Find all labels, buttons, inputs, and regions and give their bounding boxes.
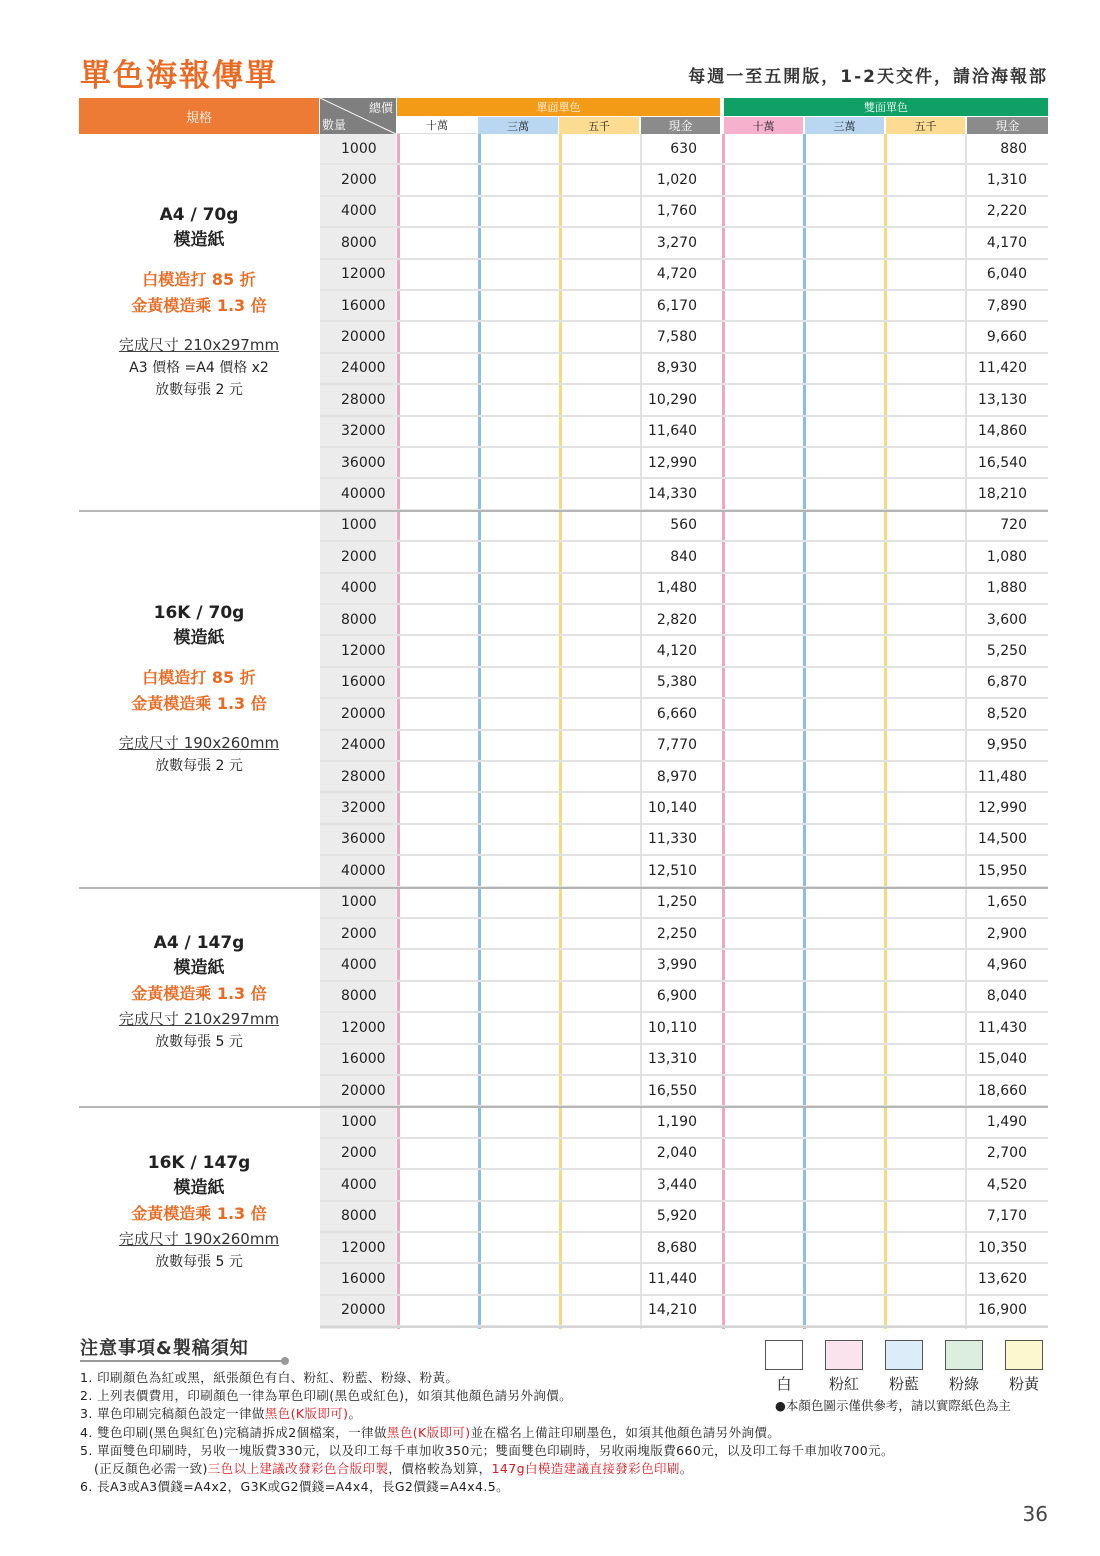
quantity-cell: 40000 (341, 862, 386, 879)
table-row (320, 1264, 1048, 1295)
spec-line-note: 放數每張 2 元 (155, 382, 243, 398)
double-sided-cash-price: 7,170 (986, 1208, 1027, 1225)
spec-line-title: 模造紙 (173, 230, 225, 250)
single-sided-cash-price: 6,170 (656, 297, 697, 314)
double-sided-cash-price: 4,170 (986, 234, 1027, 251)
quantity-cell: 2000 (341, 925, 377, 942)
table-row (320, 1202, 1048, 1233)
paper-swatch (885, 1340, 923, 1370)
spec-description (79, 1151, 319, 1273)
table-row (320, 134, 1048, 165)
double-sided-cash-price: 11,430 (978, 1019, 1027, 1036)
paper-swatch-label: 粉紅 (828, 1375, 859, 1393)
double-sided-cash-price: 9,950 (986, 737, 1027, 754)
single-sided-cash-price: 11,640 (648, 423, 697, 440)
single-sided-cash-price: 3,990 (656, 957, 697, 974)
notes-title: 注意事項&製稿須知 (80, 1338, 249, 1359)
spec-line-orange: 金黃模造乘 1.3 倍 (131, 1204, 267, 1223)
note-highlight: 三色以上建議改發彩色合版印製 (207, 1461, 389, 1477)
quantity-cell: 12000 (341, 1019, 386, 1036)
page-number: 36 (1022, 1502, 1048, 1526)
quantity-cell: 40000 (341, 486, 386, 503)
single-sided-cash-price: 1,480 (656, 580, 697, 597)
double-sided-cash-price: 11,480 (978, 768, 1027, 785)
quantity-cell: 16000 (341, 674, 386, 691)
corner-qty-label: 數量 (322, 118, 347, 132)
single-sided-cash-price: 7,770 (656, 737, 697, 754)
note-text: 。 (679, 1461, 693, 1477)
double-sided-cash-price: 13,620 (978, 1271, 1027, 1288)
table-row (320, 1076, 1048, 1107)
double-sided-cash-price: 12,990 (978, 800, 1027, 817)
quantity-cell: 8000 (341, 1208, 377, 1225)
note-item (80, 1424, 1040, 1442)
single-sided-cash-price: 10,290 (648, 391, 697, 408)
sub-header-double-0: 十萬 (724, 117, 803, 134)
table-bottom-line (320, 1326, 1048, 1328)
spec-line-orange: 金黃模造乘 1.3 倍 (131, 694, 267, 713)
paper-swatch (825, 1340, 863, 1370)
note-text: 並在檔名上備註印刷墨色，如須其他顏色請另外詢價。 (470, 1424, 781, 1440)
double-sided-cash-price: 18,660 (978, 1082, 1027, 1099)
spacer (79, 717, 319, 731)
quantity-cell: 12000 (341, 643, 386, 660)
double-sided-cash-price: 1,880 (986, 580, 1027, 597)
spacer (79, 651, 319, 665)
spec-line-note: A3 價格 =A4 價格 x2 (129, 360, 269, 376)
single-sided-cash-price: 630 (670, 140, 697, 157)
quantity-cell: 8000 (341, 234, 377, 251)
single-sided-cash-price: 5,380 (656, 674, 697, 691)
spec-line-size: 完成尺寸 190x260mm (118, 734, 280, 752)
table-row (320, 322, 1048, 353)
single-sided-cash-price: 8,930 (656, 360, 697, 377)
page-subtitle: 每週一至五開版，1-2天交件，請洽海報部 (688, 67, 1048, 87)
sub-header-double-2: 五千 (886, 117, 965, 134)
note-text: 6. 長A3或A3價錢=A4x2，G3K或G2價錢=A4x4，長G2價錢=A4x4.5。 (80, 1479, 510, 1495)
quantity-cell: 16000 (341, 1271, 386, 1288)
spec-description (79, 601, 319, 777)
single-sided-cash-price: 2,250 (656, 925, 697, 942)
double-sided-cash-price: 6,040 (986, 266, 1027, 283)
double-sided-cash-price: 16,900 (978, 1302, 1027, 1319)
note-text: 4. 雙色印刷(黑色與紅色)完稿請拆成2個檔案，一律做 (80, 1424, 387, 1440)
table-row (320, 291, 1048, 322)
group-header-double-sided: 雙面單色 (724, 98, 1048, 116)
spec-line-title: A4 / 147g (153, 933, 245, 953)
single-sided-cash-price: 12,990 (648, 454, 697, 471)
paper-swatch (765, 1340, 803, 1370)
single-sided-cash-price: 1,250 (656, 894, 697, 911)
quantity-cell: 20000 (341, 1082, 386, 1099)
single-sided-cash-price: 14,330 (648, 486, 697, 503)
note-highlight: 黑色(K版即可) (386, 1424, 471, 1440)
table-row (320, 542, 1048, 573)
table-row (320, 919, 1048, 950)
single-sided-cash-price: 11,440 (648, 1271, 697, 1288)
double-sided-cash-price: 880 (1000, 140, 1027, 157)
table-row (320, 511, 1048, 542)
notes-title-dot (281, 1357, 289, 1365)
table-row (320, 825, 1048, 856)
paper-color-caption: ●本顏色圖示僅供參考，請以實際紙色為主 (775, 1398, 1011, 1413)
quantity-cell: 4000 (341, 203, 377, 220)
spec-line-orange: 白模造打 85 折 (142, 668, 256, 687)
single-sided-cash-price: 2,820 (656, 611, 697, 628)
note-text: 2. 上列表價費用，印刷顏色一律為單色印刷(黑色或紅色)，如須其他顏色請另外詢價。 (80, 1388, 573, 1404)
spec-line-note: 放數每張 5 元 (155, 1034, 243, 1050)
table-row (320, 1013, 1048, 1044)
single-sided-cash-price: 1,020 (656, 172, 697, 189)
double-sided-cash-price: 8,520 (986, 705, 1027, 722)
table-row (320, 1045, 1048, 1076)
sub-header-double-1: 三萬 (805, 117, 884, 134)
single-sided-cash-price: 2,040 (656, 1145, 697, 1162)
table-row (320, 668, 1048, 699)
quantity-cell: 24000 (341, 360, 386, 377)
spec-line-title: 16K / 147g (147, 1153, 251, 1173)
note-text: 1. 印刷顏色為紅或黑，紙張顏色有白、粉紅、粉藍、粉綠、粉黃。 (80, 1370, 459, 1385)
group-header-single-sided: 單面單色 (397, 98, 720, 116)
spec-line-title: 16K / 70g (153, 603, 245, 623)
quantity-cell: 12000 (341, 1239, 386, 1256)
double-sided-cash-price: 1,310 (986, 172, 1027, 189)
double-sided-cash-price: 8,040 (986, 988, 1027, 1005)
double-sided-cash-price: 7,890 (986, 297, 1027, 314)
spec-line-size: 完成尺寸 210x297mm (118, 336, 280, 354)
corner-total-label: 總價 (368, 101, 393, 115)
double-sided-cash-price: 3,600 (986, 611, 1027, 628)
table-row (320, 1170, 1048, 1201)
double-sided-cash-price: 11,420 (978, 360, 1027, 377)
quantity-cell: 1000 (341, 517, 377, 534)
note-item (80, 1478, 1040, 1496)
quantity-cell: 1000 (341, 894, 377, 911)
table-row (320, 888, 1048, 919)
quantity-cell: 16000 (341, 1051, 386, 1068)
double-sided-cash-price: 10,350 (978, 1239, 1027, 1256)
quantity-cell: 2000 (341, 172, 377, 189)
double-sided-cash-price: 1,490 (986, 1114, 1027, 1131)
single-sided-cash-price: 6,900 (656, 988, 697, 1005)
paper-swatch-label: 粉黃 (1008, 1375, 1039, 1393)
table-row (320, 448, 1048, 479)
spec-line-size: 完成尺寸 210x297mm (118, 1010, 280, 1028)
quantity-cell: 20000 (341, 705, 386, 722)
table-row (320, 793, 1048, 824)
single-sided-cash-price: 16,550 (648, 1082, 697, 1099)
table-row (320, 354, 1048, 385)
table-row (320, 197, 1048, 228)
double-sided-cash-price: 1,650 (986, 894, 1027, 911)
double-sided-cash-price: 15,040 (978, 1051, 1027, 1068)
quantity-cell: 24000 (341, 737, 386, 754)
table-row (320, 1107, 1048, 1138)
spec-description (79, 931, 319, 1053)
sub-header-single-2: 五千 (559, 117, 639, 134)
paper-swatch-label: 粉綠 (948, 1375, 979, 1393)
table-row (320, 699, 1048, 730)
note-text: (正反顏色必需一致) (94, 1461, 208, 1477)
single-sided-cash-price: 1,190 (656, 1114, 697, 1131)
spec-line-title: 模造紙 (173, 628, 225, 648)
spacer (79, 253, 319, 267)
spacer (79, 319, 319, 333)
table-row (320, 228, 1048, 259)
sub-header-double-3: 現金 (967, 117, 1048, 134)
quantity-cell: 36000 (341, 454, 386, 471)
double-sided-cash-price: 14,860 (978, 423, 1027, 440)
spec-column-header: 規格 (79, 98, 319, 134)
spec-line-title: 模造紙 (173, 958, 225, 978)
spec-line-orange: 白模造打 85 折 (142, 270, 256, 289)
sub-header-single-0: 十萬 (397, 117, 477, 134)
single-sided-cash-price: 3,270 (656, 234, 697, 251)
single-sided-cash-price: 12,510 (648, 862, 697, 879)
table-row (320, 1296, 1048, 1327)
double-sided-cash-price: 14,500 (978, 831, 1027, 848)
note-highlight: 黑色(K版即可) (264, 1406, 349, 1422)
single-sided-cash-price: 14,210 (648, 1302, 697, 1319)
single-sided-cash-price: 4,720 (656, 266, 697, 283)
quantity-cell: 1000 (341, 140, 377, 157)
quantity-cell: 20000 (341, 329, 386, 346)
table-row (320, 479, 1048, 510)
spec-line-orange: 金黃模造乘 1.3 倍 (131, 296, 267, 315)
double-sided-cash-price: 4,520 (986, 1176, 1027, 1193)
quantity-cell: 8000 (341, 988, 377, 1005)
paper-swatch (945, 1340, 983, 1370)
double-sided-cash-price: 2,700 (986, 1145, 1027, 1162)
note-text: ，價格較為划算， (388, 1461, 492, 1477)
table-row (320, 260, 1048, 291)
sub-header-single-1: 三萬 (478, 117, 558, 134)
table-row (320, 385, 1048, 416)
spec-line-note: 放數每張 2 元 (155, 758, 243, 774)
double-sided-cash-price: 2,900 (986, 925, 1027, 942)
quantity-cell: 28000 (341, 391, 386, 408)
table-row (320, 1139, 1048, 1170)
table-row (320, 731, 1048, 762)
note-item (80, 1460, 1040, 1478)
single-sided-cash-price: 3,440 (656, 1176, 697, 1193)
spec-description (79, 203, 319, 401)
single-sided-cash-price: 840 (670, 548, 697, 565)
single-sided-cash-price: 10,110 (648, 1019, 697, 1036)
quantity-cell: 32000 (341, 800, 386, 817)
corner-header (320, 98, 396, 134)
single-sided-cash-price: 7,580 (656, 329, 697, 346)
quantity-cell: 2000 (341, 1145, 377, 1162)
table-row (320, 950, 1048, 981)
double-sided-cash-price: 9,660 (986, 329, 1027, 346)
double-sided-cash-price: 5,250 (986, 643, 1027, 660)
table-row (320, 1233, 1048, 1264)
single-sided-cash-price: 8,680 (656, 1239, 697, 1256)
quantity-cell: 36000 (341, 831, 386, 848)
quantity-cell: 1000 (341, 1114, 377, 1131)
single-sided-cash-price: 13,310 (648, 1051, 697, 1068)
table-row (320, 856, 1048, 887)
double-sided-cash-price: 6,870 (986, 674, 1027, 691)
quantity-cell: 20000 (341, 1302, 386, 1319)
table-row (320, 762, 1048, 793)
note-item (80, 1442, 1040, 1460)
spec-line-title: 模造紙 (173, 1178, 225, 1198)
quantity-cell: 4000 (341, 1176, 377, 1193)
quantity-cell: 28000 (341, 768, 386, 785)
table-row (320, 165, 1048, 196)
spec-line-title: A4 / 70g (159, 205, 239, 225)
double-sided-cash-price: 720 (1000, 517, 1027, 534)
table-row (320, 636, 1048, 667)
quantity-cell: 2000 (341, 548, 377, 565)
quantity-cell: 32000 (341, 423, 386, 440)
note-text: 。 (348, 1406, 362, 1422)
quantity-cell: 4000 (341, 580, 377, 597)
double-sided-cash-price: 13,130 (978, 391, 1027, 408)
single-sided-cash-price: 1,760 (656, 203, 697, 220)
spec-line-note: 放數每張 5 元 (155, 1254, 243, 1270)
double-sided-cash-price: 15,950 (978, 862, 1027, 879)
double-sided-cash-price: 2,220 (986, 203, 1027, 220)
double-sided-cash-price: 1,080 (986, 548, 1027, 565)
table-row (320, 574, 1048, 605)
note-text: 5. 單面雙色印刷時，另收一塊版費330元，以及印工每千車加收350元；雙面雙色印刷時，另收兩塊版費660元，以及印工每千車加收700元。 (80, 1442, 894, 1458)
sub-header-single-3: 現金 (641, 117, 720, 134)
spec-line-orange: 金黃模造乘 1.3 倍 (131, 984, 267, 1003)
quantity-cell: 8000 (341, 611, 377, 628)
quantity-cell: 4000 (341, 957, 377, 974)
quantity-cell: 16000 (341, 297, 386, 314)
single-sided-cash-price: 4,120 (656, 643, 697, 660)
notes-title-underline (80, 1360, 285, 1362)
paper-swatch-label: 白 (776, 1375, 792, 1393)
single-sided-cash-price: 8,970 (656, 768, 697, 785)
table-row (320, 605, 1048, 636)
page-title: 單色海報傳單 (80, 58, 278, 94)
double-sided-cash-price: 18,210 (978, 486, 1027, 503)
double-sided-cash-price: 16,540 (978, 454, 1027, 471)
double-sided-cash-price: 4,960 (986, 957, 1027, 974)
spec-line-size: 完成尺寸 190x260mm (118, 1230, 280, 1248)
single-sided-cash-price: 11,330 (648, 831, 697, 848)
paper-swatch-label: 粉藍 (888, 1375, 919, 1393)
single-sided-cash-price: 6,660 (656, 705, 697, 722)
single-sided-cash-price: 5,920 (656, 1208, 697, 1225)
table-row (320, 417, 1048, 448)
note-highlight: 147g白模造建議直接發彩色印刷 (491, 1461, 680, 1477)
single-sided-cash-price: 560 (670, 517, 697, 534)
paper-swatch (1005, 1340, 1043, 1370)
note-text: 3. 單色印刷完稿顏色設定一律做 (80, 1406, 265, 1422)
single-sided-cash-price: 10,140 (648, 800, 697, 817)
table-row (320, 982, 1048, 1013)
quantity-cell: 12000 (341, 266, 386, 283)
